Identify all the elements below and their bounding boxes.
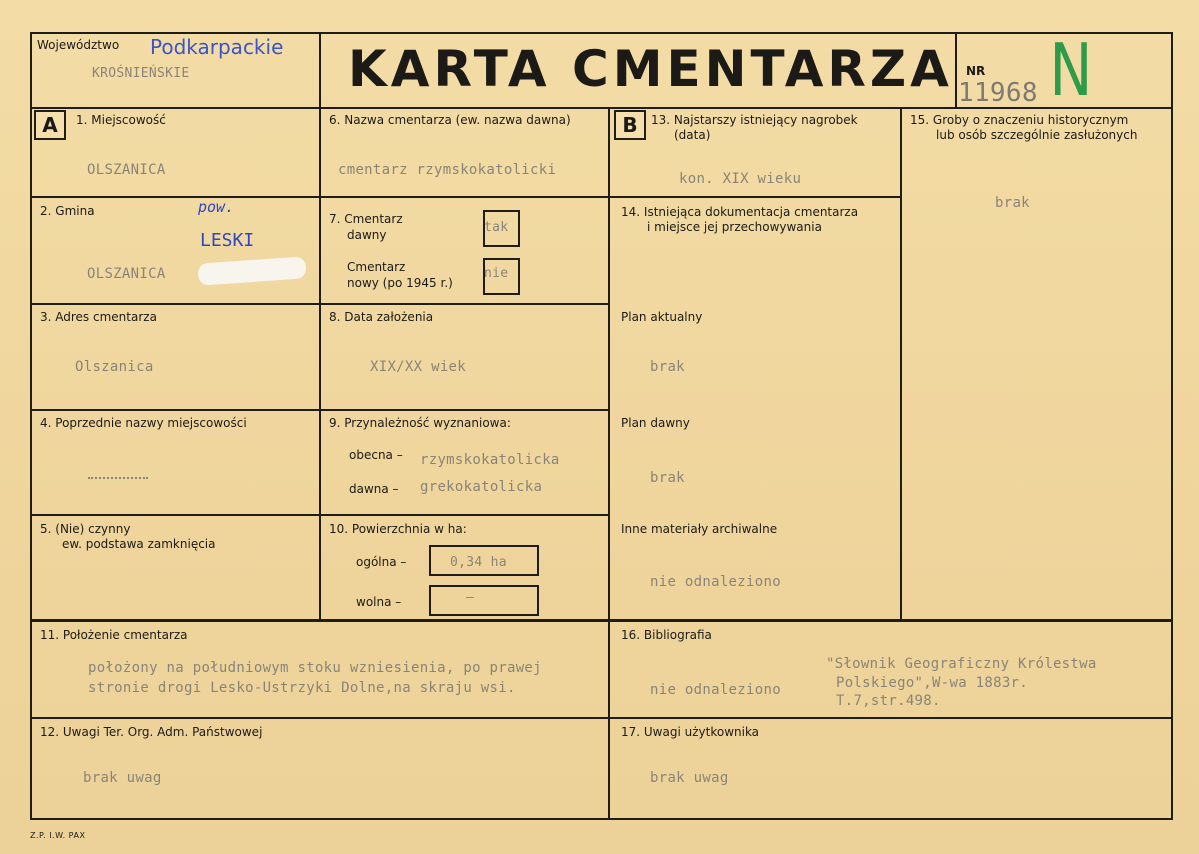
f8-value: XIX/XX wiek [370,359,467,375]
whiteout-mark [197,256,306,285]
f13-label-1: 13. Najstarszy istniejący nagrobek [651,113,858,127]
f9-dawna-label: dawna – [349,482,399,496]
f2-hand-leski: LESKI [200,230,255,251]
f7b-box-value: nie [484,266,509,281]
f1-label: 1. Miejscowość [76,113,166,127]
f9-obecna-label: obecna – [349,448,403,462]
f9-obecna-value: rzymskokatolicka [420,452,560,468]
header-vline-2 [955,32,957,109]
f5-label-1: 5. (Nie) czynny [40,522,131,536]
f12-value: brak uwag [83,770,162,786]
col-line-1 [319,107,321,620]
col-line-2 [608,107,610,818]
nr-label: NR [966,64,986,78]
f7b-label-2: nowy (po 1945 r.) [347,276,453,290]
f13-label-2: (data) [674,128,711,142]
plan-dawny-label: Plan dawny [621,416,690,430]
plan-aktualny-label: Plan aktualny [621,310,703,324]
header-vline-1 [319,32,321,109]
f6-label: 6. Nazwa cmentarza (ew. nazwa dawna) [329,113,571,127]
frame-left [30,32,32,820]
row-line-1 [30,196,902,198]
f7-box-value: tak [484,220,509,235]
f10-ogolna-label: ogólna – [356,555,407,569]
f10-wolna-value: – [466,590,475,605]
f8-label: 8. Data założenia [329,310,434,324]
f15-label-2: lub osób szczególnie zasłużonych [936,128,1138,142]
f1-value: OLSZANICA [87,162,166,178]
f16-label: 16. Bibliografia [621,628,712,642]
frame-right [1171,32,1173,820]
f5-label-2: ew. podstawa zamknięcia [62,537,216,551]
f16-line2: Polskiego",W-wa 1883r. [836,675,1029,691]
f15-label-1: 15. Groby o znaczeniu historycznym [910,113,1129,127]
f4-label: 4. Poprzednie nazwy miejscowości [40,416,247,430]
f10-ogolna-value: 0,34 ha [450,555,507,570]
row-line-6 [30,717,1173,719]
f15-value: brak [995,195,1030,211]
f11-line1: położony na południowym stoku wzniesienia, po prawej [88,660,542,676]
f7-label-2: dawny [347,228,387,242]
row-line-5 [30,619,1173,622]
f17-value: brak uwag [650,770,729,786]
f7-label-1: 7. Cmentarz [329,212,403,226]
f14-label-2: i miejsce jej przechowywania [647,220,822,234]
frame-bottom [30,818,1173,820]
wojewodztwo-label: Województwo [37,38,120,52]
inne-value: nie odnaleziono [650,574,781,590]
f10-wolna-box [429,585,539,616]
f9-dawna-value: grekokatolicka [420,479,543,495]
f6-value: cmentarz rzymskokatolicki [338,162,557,178]
f11-line2: stronie drogi Lesko-Ustrzyki Dolne,na skraju wsi. [88,680,516,696]
nr-value: 11968 [958,78,1038,108]
plan-dawny-value: brak [650,470,685,486]
f10-label: 10. Powierzchnia w ha: [329,522,467,536]
f9-label: 9. Przynależność wyznaniowa: [329,416,511,430]
f7b-label-1: Cmentarz [347,260,406,274]
row-line-2 [30,303,610,305]
f16-left-value: nie odnaleziono [650,682,781,698]
frame-top [30,32,1173,34]
wojewodztwo-stamp: Podkarpackie [150,35,284,59]
f2-label: 2. Gmina [40,204,95,218]
f2-value: OLSZANICA [87,266,166,282]
col-line-3 [900,107,902,620]
section-a-letter: A [34,110,66,140]
nr-mark: N [1049,28,1093,112]
row-line-3 [30,409,610,411]
f16-line1: "Słownik Geograficzny Królestwa [826,656,1097,672]
f16-line3: T.7,str.498. [836,693,941,709]
f14-label-1: 14. Istniejąca dokumentacja cmentarza [621,205,859,219]
f2-hand-pow: pow. [198,198,235,216]
row-line-4 [30,514,610,516]
f11-label: 11. Położenie cmentarza [40,628,188,642]
f10-wolna-label: wolna – [356,595,402,609]
f12-label: 12. Uwagi Ter. Org. Adm. Państwowej [40,725,263,739]
f3-label: 3. Adres cmentarza [40,310,157,324]
footer-imprint: Z.P. I.W. PAX [30,831,86,840]
section-b-letter: B [614,110,646,140]
wojewodztwo-typed: KROŚNIEŃSKIE [92,66,190,81]
f13-value: kon. XIX wieku [679,171,802,187]
page-title: KARTA CMENTARZA [348,40,953,98]
f3-value: Olszanica [75,359,154,375]
inne-label: Inne materiały archiwalne [621,522,778,536]
f17-label: 17. Uwagi użytkownika [621,725,760,739]
f4-dash [88,477,148,480]
plan-aktualny-value: brak [650,359,685,375]
